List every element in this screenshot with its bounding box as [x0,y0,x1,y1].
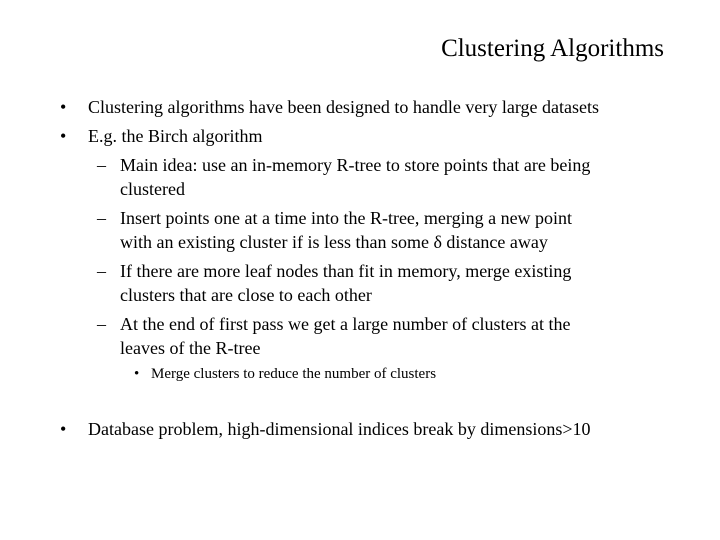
sub-bullet-marker: – [97,208,106,228]
slide-title: Clustering Algorithms [441,35,664,62]
sub-bullet-text-line: Insert points one at a time into the R-tree, merging a new point [120,208,573,228]
bullet-marker: • [60,126,67,146]
bullet-text: Database problem, high-dimensional indices break by dimensions>10 [88,419,591,439]
sub-bullet-text-line: leaves of the R-tree [120,338,261,358]
sub-bullet-text-line: clustered [120,179,185,199]
sub-bullet-text-line: with an existing cluster if is less than some δ distance away [120,232,548,252]
bullet-text: Clustering algorithms have been designed to handle very large datasets [88,97,600,117]
sub-sub-bullet-text: Merge clusters to reduce the number of clusters [151,366,437,382]
bullet-text: E.g. the Birch algorithm [88,126,263,146]
sub-bullet-text-line: clusters that are close to each other [120,285,372,305]
sub-bullet-text-line: At the end of first pass we get a large number of clusters at the [120,314,571,334]
sub-bullet-text-line: If there are more leaf nodes than fit in memory, merge existing [120,261,572,281]
sub-bullet-marker: – [97,261,106,281]
sub-bullet-marker: – [97,314,106,334]
bullet-marker: • [60,97,67,117]
sub-sub-bullet-marker: • [134,366,140,382]
bullet-marker: • [60,419,67,439]
sub-bullet-text-line: Main idea: use an in-memory R-tree to store points that are being [120,155,591,175]
sub-bullet-marker: – [97,155,106,175]
